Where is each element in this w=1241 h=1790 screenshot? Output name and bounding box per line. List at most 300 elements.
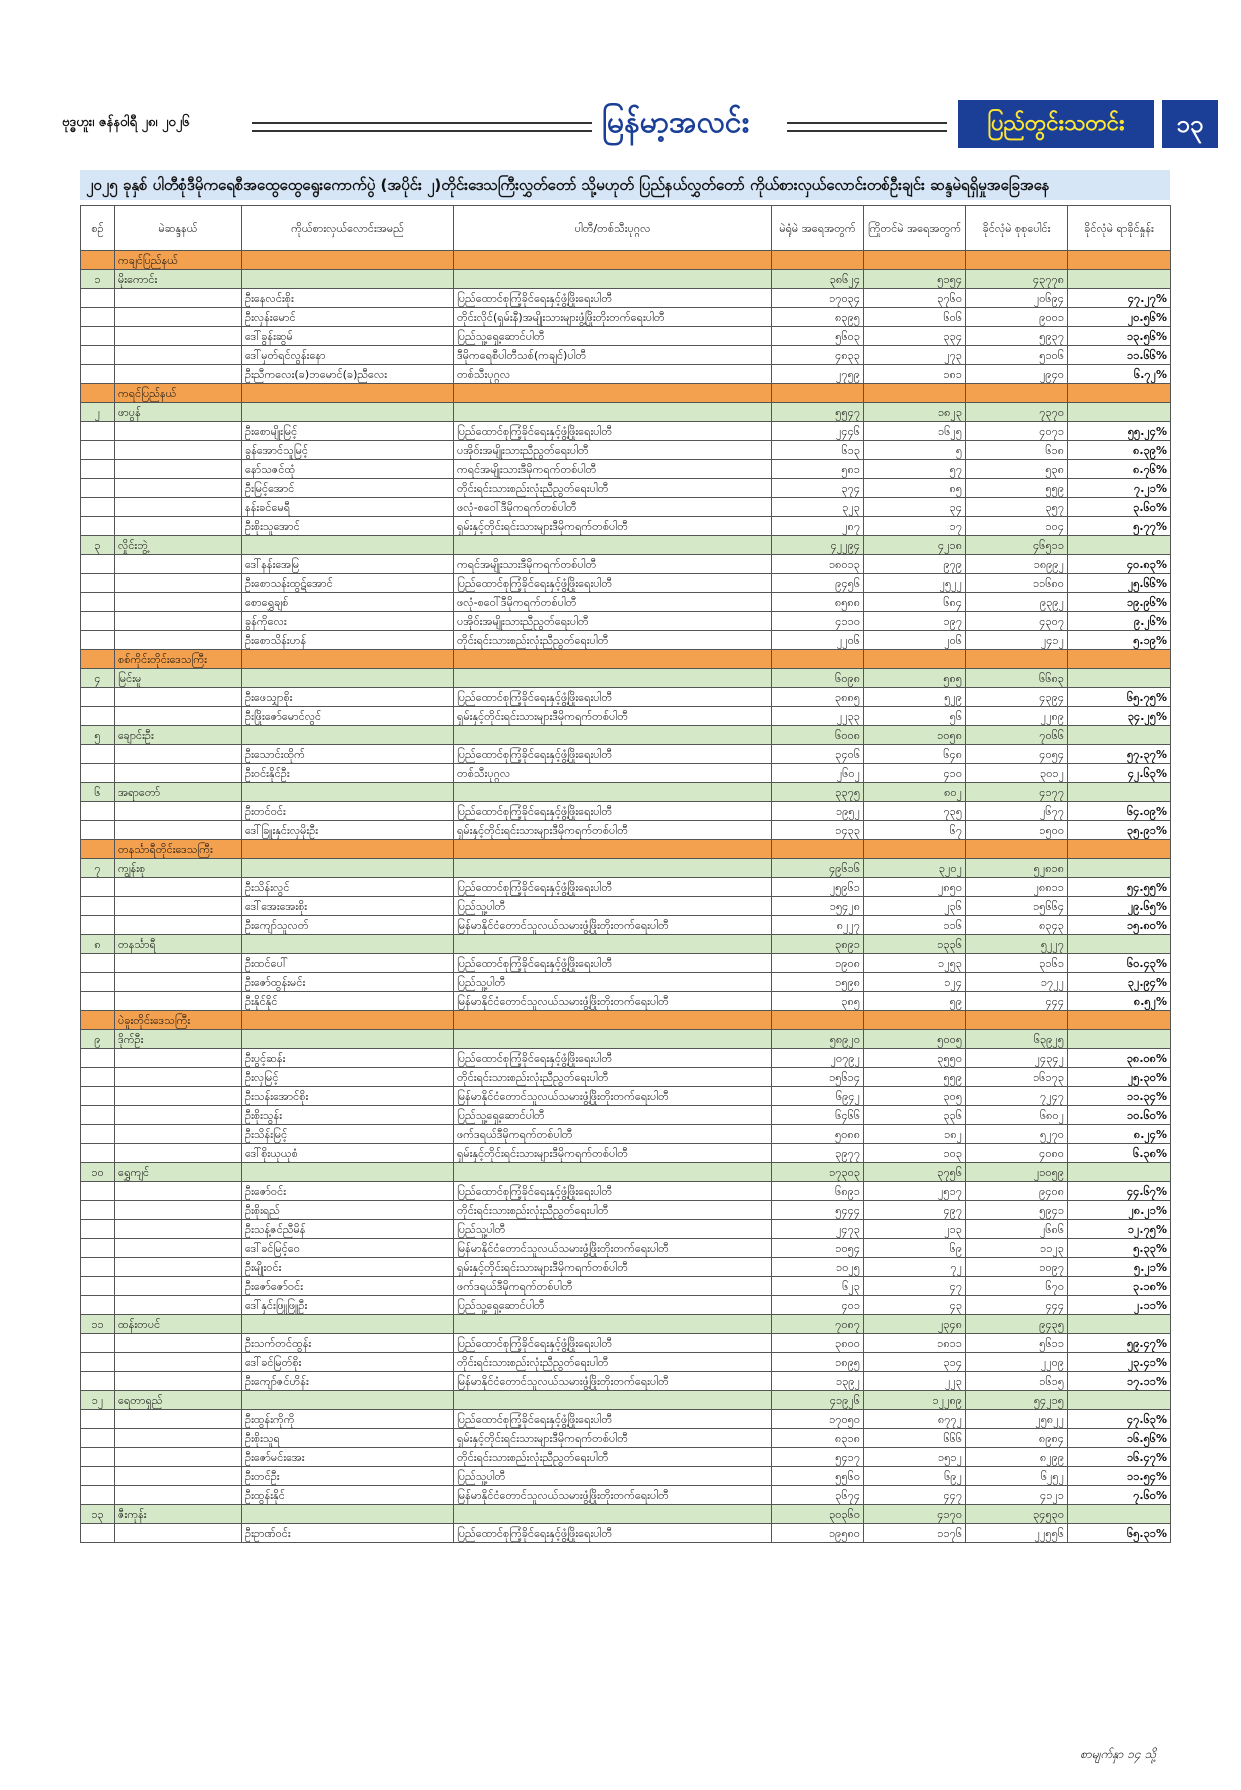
candidate-row [81,954,1171,973]
candidate-row [81,764,1171,783]
advance-votes: ၁၈၁ [864,365,966,384]
advance-votes: ၆၉ [864,1239,966,1258]
valid-percent: ၄၇.၆၃% [1068,1410,1171,1429]
party-name: တိုင်းရင်းသားစည်းလုံးညီညွတ်ရေးပါတီ [454,1201,772,1220]
cell-no [81,498,115,517]
advance-votes: ၅၂၉ [864,688,966,707]
candidate-row [81,289,1171,308]
cell-no [81,1296,115,1315]
advance-votes: ၃၃၄ [864,327,966,346]
cell-no [81,688,115,707]
valid-total: ၂၀၆၉၄ [966,289,1068,308]
constituency-row [81,1315,1171,1334]
constituency-row [81,1030,1171,1049]
cell-empty [115,1524,242,1543]
advance-votes: ၃၇၆၀ [864,289,966,308]
valid-percent: ၈.၃၉% [1068,441,1171,460]
candidate-row [81,1524,1171,1543]
table-header-row [81,206,1171,251]
party-name: ဖလုံ-စဝေါ်ဒီမိုကရက်တစ်ပါတီ [454,498,772,517]
party-name: ပြည်ထောင်စုကြံ့ခိုင်ရေးနှင့်ဖွံ့ဖြိုးရေးပါတီ [454,422,772,441]
party-name: ပြည်သူ့ရှေ့ဆောင်ပါတီ [454,327,772,346]
valid-percent: ၄၄.၆၇% [1068,1182,1171,1201]
cell-no: ၁၃ [81,1505,115,1524]
advance-votes: ၅၀၀၅ [864,1030,966,1049]
cell-empty [115,1239,242,1258]
party-name: ပြည်ထောင်စုကြံ့ခိုင်ရေးနှင့်ဖွံ့ဖြိုးရေးပါတီ [454,878,772,897]
polling-votes: ၂၄၇၃ [772,1220,864,1239]
cell-empty [115,1049,242,1068]
cell-no [81,289,115,308]
cell-no [81,384,115,403]
col-header-no: စဉ် [81,206,115,251]
cell-empty [115,555,242,574]
cell-no [81,555,115,574]
cell-empty [242,536,454,555]
valid-percent: ၆၅.၃၁% [1068,1524,1171,1543]
party-name: ပြည်ထောင်စုကြံ့ခိုင်ရေးနှင့်ဖွံ့ဖြိုးရေးပါတီ [454,954,772,973]
polling-votes: ၈၂၂၇ [772,916,864,935]
valid-percent: ၂၅.၃၀% [1068,1068,1171,1087]
advance-votes: ၂၃၄၈ [864,1315,966,1334]
valid-total: ၆၂၅၂ [966,1467,1068,1486]
valid-total: ၇၂၄၇ [966,1087,1068,1106]
polling-votes: ၅၄၁၇ [772,1448,864,1467]
col-header-constituency: မဲဆန္ဒနယ် [115,206,242,251]
polling-votes: ၆၈၉၁ [772,1182,864,1201]
valid-percent: ၂၃.၄၁% [1068,1353,1171,1372]
cell-empty [1068,840,1171,859]
cell-no [81,1334,115,1353]
cell-empty [115,460,242,479]
valid-total: ၁၀၉၇ [966,1258,1068,1277]
polling-votes: ၁၉၅၂ [772,802,864,821]
polling-votes: ၁၅၆၁၄ [772,1068,864,1087]
advance-votes: ၂၁၃ [864,1220,966,1239]
cell-empty [454,536,772,555]
cell-empty [242,1030,454,1049]
cell-empty [115,1182,242,1201]
advance-votes: ၂၃၆ [864,897,966,916]
cell-empty [115,1334,242,1353]
valid-total: ၂၆၈၆ [966,1220,1068,1239]
valid-total: ၄၄၄ [966,1296,1068,1315]
candidate-name: ဦးစောသိန်းဟန် [242,631,454,650]
candidate-name: ဦးထွန်းကိုကို [242,1410,454,1429]
valid-total: ၅၆၁၁ [966,1334,1068,1353]
valid-percent [1068,403,1171,422]
advance-votes: ၁၆၂၅ [864,422,966,441]
cell-no [81,1467,115,1486]
candidate-row [81,441,1171,460]
party-name: ဖလုံ-စဝေါ်ဒီမိုကရက်တစ်ပါတီ [454,593,772,612]
valid-percent: ၅.၁၉% [1068,631,1171,650]
cell-empty [242,384,454,403]
cell-empty [115,1296,242,1315]
valid-percent [1068,270,1171,289]
cell-empty [115,878,242,897]
constituency-name: ရေတာရှည် [115,1391,242,1410]
valid-total: ၉၄၀၈ [966,1182,1068,1201]
cell-empty [115,1467,242,1486]
advance-votes: ၄၃ [864,1296,966,1315]
valid-percent: ၁၆.၄၇% [1068,1448,1171,1467]
candidate-row [81,745,1171,764]
cell-no [81,460,115,479]
advance-votes: ၇၂ [864,1258,966,1277]
cell-empty [1068,1011,1171,1030]
valid-percent: ၁၂.၇၅% [1068,1220,1171,1239]
valid-total: ၅၉၄၁ [966,1201,1068,1220]
valid-percent: ၂၉.၆၅% [1068,897,1171,916]
candidate-row [81,1296,1171,1315]
cell-no [81,1277,115,1296]
header-rule-left [252,122,592,132]
candidate-name: ဦးဇော်ဇော်ဝင်း [242,1277,454,1296]
region-name: တနင်္သာရီတိုင်းဒေသကြီး [115,840,242,859]
valid-percent: ၁၁.၅၄% [1068,1467,1171,1486]
advance-votes: ၅၅၉ [864,1068,966,1087]
candidate-name: ဦးသိန်းမြင့် [242,1125,454,1144]
candidate-name: ဦးဝင်းနိုင်ဦး [242,764,454,783]
valid-total: ၈၉၈၄ [966,1429,1068,1448]
cell-empty [242,859,454,878]
valid-percent [1068,536,1171,555]
valid-percent: ၃၂.၉၄% [1068,973,1171,992]
valid-total: ၃၄၅၃၀ [966,1505,1068,1524]
cell-no: ၅ [81,726,115,745]
advance-votes: ၇၃၅ [864,802,966,821]
advance-votes: ၁၃၃၆ [864,935,966,954]
valid-total: ၅၉၃၇ [966,327,1068,346]
advance-votes: ၁၈၂ [864,1125,966,1144]
valid-percent: ၆.၃၈% [1068,1144,1171,1163]
advance-votes: ၆၉၂ [864,1467,966,1486]
polling-votes: ၁၀၅၄ [772,1239,864,1258]
cell-empty [242,1315,454,1334]
candidate-name: ဦးမျိုးဝင်း [242,1258,454,1277]
valid-percent: ၅၄.၅၅% [1068,878,1171,897]
party-name: ပြည်သူ့ပါတီ [454,897,772,916]
advance-votes: ၄၄၇ [864,1486,966,1505]
cell-empty [115,1448,242,1467]
cell-empty [966,251,1068,270]
valid-total: ၁၆၁၇၃ [966,1068,1068,1087]
cell-no [81,1372,115,1391]
party-name: တိုင်းရင်းသားစည်းလုံးညီညွတ်ရေးပါတီ [454,1353,772,1372]
polling-votes: ၁၅၄၂၈ [772,897,864,916]
valid-total: ၇၃၇၀ [966,403,1068,422]
col-header-party: ပါတီ/တစ်သီးပုဂ္ဂလ [454,206,772,251]
valid-total: ၅၂၈၁၈ [966,859,1068,878]
candidate-name: နန်းခင်မေရီ [242,498,454,517]
cell-no [81,517,115,536]
cell-empty [454,650,772,669]
cell-empty [454,859,772,878]
cell-empty [454,1011,772,1030]
party-name: ပြည်ထောင်စုကြံ့ခိုင်ရေးနှင့်ဖွံ့ဖြိုးရေးပါတီ [454,1410,772,1429]
polling-votes: ၅၀၈၈ [772,1125,864,1144]
polling-votes: ၃၆၇၄ [772,1486,864,1505]
polling-votes: ၂၈၇ [772,517,864,536]
valid-total: ၃၅၇ [966,498,1068,517]
cell-empty [242,251,454,270]
polling-votes: ၃၀၃၆၀ [772,1505,864,1524]
cell-empty [242,1391,454,1410]
valid-total: ၄၃၉၄ [966,688,1068,707]
valid-total: ၄၁၂၁ [966,1486,1068,1505]
advance-votes: ၂၀၆ [864,631,966,650]
candidate-row [81,1106,1171,1125]
cell-empty [454,403,772,422]
region-row [81,650,1171,669]
region-row [81,384,1171,403]
polling-votes: ၁၉၅၈၀ [772,1524,864,1543]
polling-votes: ၁၇၃၀၃ [772,1163,864,1182]
valid-total: ၉၀၀၁ [966,308,1068,327]
cell-empty [115,289,242,308]
party-name: ပြည်သူ့ရှေ့ဆောင်ပါတီ [454,1296,772,1315]
cell-no [81,1144,115,1163]
cell-no [81,1220,115,1239]
valid-percent: ၄၂.၆၃% [1068,764,1171,783]
cell-empty [454,935,772,954]
candidate-name: နော်သဇင်ထုံ [242,460,454,479]
cell-empty [115,745,242,764]
party-name: ပြည်ထောင်စုကြံ့ခိုင်ရေးနှင့်ဖွံ့ဖြိုးရေးပါတီ [454,688,772,707]
candidate-name: ဦးစိုးသူအောင် [242,517,454,536]
cell-empty [242,270,454,289]
cell-no [81,1258,115,1277]
party-name: တိုင်းရင်းသားစည်းလုံးညီညွတ်ရေးပါတီ [454,631,772,650]
cell-no [81,1068,115,1087]
advance-votes: ၈၇၇၂ [864,1410,966,1429]
advance-votes: ၁၈၂၃ [864,403,966,422]
valid-total: ၂၈၈၁၁ [966,878,1068,897]
cell-empty [772,251,864,270]
advance-votes: ၁၈၁၁ [864,1334,966,1353]
cell-no [81,631,115,650]
cell-empty [242,650,454,669]
advance-votes: ၁၁၆ [864,916,966,935]
candidate-row [81,1277,1171,1296]
candidate-name: ဦးလှန်းမောင် [242,308,454,327]
cell-empty [115,574,242,593]
constituency-name: ထန်းတပင် [115,1315,242,1334]
party-name: ဖက်ဒရယ်ဒီမိုကရက်တစ်ပါတီ [454,1277,772,1296]
advance-votes: ၅၆ [864,707,966,726]
valid-percent: ၁၃.၅၆% [1068,327,1171,346]
cell-no: ၁၂ [81,1391,115,1410]
advance-votes: ၃၂၀၂ [864,859,966,878]
valid-percent: ၆၄.၀၉% [1068,802,1171,821]
candidate-name: ဒေါ်ခွန်းဆွမ် [242,327,454,346]
valid-percent: ၃.၆၀% [1068,498,1171,517]
cell-empty [115,916,242,935]
header-rule-right [787,122,947,132]
cell-no [81,1353,115,1372]
polling-votes: ၈၃၁၈ [772,1429,864,1448]
valid-total: ၄၀၅၄ [966,745,1068,764]
candidate-name: ဦးကျော်ဇင်ဟိန်း [242,1372,454,1391]
cell-empty [864,1011,966,1030]
cell-empty [115,365,242,384]
polling-votes: ၁၈၀၁၃ [772,555,864,574]
candidate-name: ဦးထင်ပေါ် [242,954,454,973]
party-name: ပြည်သူ့ပါတီ [454,1220,772,1239]
party-name: ပြည်ထောင်စုကြံ့ခိုင်ရေးနှင့်ဖွံ့ဖြိုးရေးပါတီ [454,1334,772,1353]
cell-empty [454,1030,772,1049]
party-name: ရှမ်းနှင့်တိုင်းရင်းသားများဒီမိုကရက်တစ်ပါတီ [454,1429,772,1448]
polling-votes: ၁၉၀၈ [772,954,864,973]
constituency-row [81,1163,1171,1182]
region-name: စစ်ကိုင်းတိုင်းဒေသကြီး [115,650,242,669]
polling-votes: ၁၅၉၈ [772,973,864,992]
col-header-valid-percent: ခိုင်လုံမဲ ရာခိုင်နှုန်း [1068,206,1171,251]
advance-votes: ၅၈၅ [864,669,966,688]
party-name: မြန်မာနိုင်ငံတောင်သူလယ်သမားဖွံ့ဖြိုးတိုးတက်ရေးပါတီ [454,992,772,1011]
cell-empty [242,935,454,954]
polling-votes: ၅၈၁ [772,460,864,479]
valid-percent: ၈.၇၆% [1068,460,1171,479]
party-name: တိုင်းလိုင်(ရှမ်းနီ)အမျိုးသားများဖွံ့ဖြိုးတိုးတက်ရေးပါတီ [454,308,772,327]
candidate-name: ဒေါ်အေးအေးစိုး [242,897,454,916]
advance-votes: ၂၂၃ [864,1372,966,1391]
cell-no [81,1429,115,1448]
party-name: ပြည်ထောင်စုကြံ့ခိုင်ရေးနှင့်ဖွံ့ဖြိုးရေးပါတီ [454,802,772,821]
candidate-name: ဦးသိန်းလွင် [242,878,454,897]
constituency-name: ဇီးကုန်း [115,1505,242,1524]
candidate-row [81,1410,1171,1429]
cell-no: ၃ [81,536,115,555]
cell-empty [242,669,454,688]
valid-total: ၂၂၈၉ [966,707,1068,726]
constituency-row [81,1505,1171,1524]
cell-no [81,821,115,840]
constituency-name: မြင်းမူ [115,669,242,688]
advance-votes: ၁၂၄ [864,973,966,992]
polling-votes: ၃၉၇၇ [772,1144,864,1163]
cell-no: ၁၀ [81,1163,115,1182]
advance-votes: ၃၇၅၆ [864,1163,966,1182]
polling-votes: ၂၂၀၆ [772,631,864,650]
polling-votes: ၃၇၄ [772,479,864,498]
candidate-row [81,916,1171,935]
valid-percent [1068,1163,1171,1182]
cell-no [81,365,115,384]
valid-percent: ၁၁.၆၆% [1068,346,1171,365]
candidate-row [81,422,1171,441]
valid-percent: ၉.၂၆% [1068,612,1171,631]
polling-votes: ၂၀၇၉၂ [772,1049,864,1068]
cell-empty [864,384,966,403]
candidate-name: ဦးဥာဏ်ဝင်း [242,1524,454,1543]
candidate-name: ဦးစိုးသွန်း [242,1106,454,1125]
party-name: ပအိုဝ်းအမျိုးသားညီညွတ်ရေးပါတီ [454,441,772,460]
party-name: ရှမ်းနှင့်တိုင်းရင်းသားများဒီမိုကရက်တစ်ပါတီ [454,1144,772,1163]
cell-no: ၉ [81,1030,115,1049]
polling-votes: ၈၅၈၈ [772,593,864,612]
cell-empty [115,498,242,517]
valid-percent: ၄၀.၈၃% [1068,555,1171,574]
party-name: မြန်မာနိုင်ငံတောင်သူလယ်သမားဖွံ့ဖြိုးတိုးတက်ရေးပါတီ [454,1087,772,1106]
candidate-row [81,479,1171,498]
polling-votes: ၁၃၉၂ [772,1372,864,1391]
cell-empty [966,840,1068,859]
constituency-name: ဖာပွန် [115,403,242,422]
candidate-row [81,897,1171,916]
valid-percent: ၂၈.၂၁% [1068,1201,1171,1220]
cell-empty [115,308,242,327]
polling-votes: ၁၈၉၅ [772,1353,864,1372]
advance-votes: ၄၇ [864,1277,966,1296]
candidate-row [81,1486,1171,1505]
cell-empty [115,1353,242,1372]
cell-no [81,954,115,973]
cell-empty [115,1277,242,1296]
valid-percent: ၂၀.၅၆% [1068,308,1171,327]
advance-votes: ၄၁၀ [864,764,966,783]
candidate-name: ဦးတင်ဦး [242,1467,454,1486]
constituency-row [81,403,1171,422]
valid-percent: ၁၅.၈၀% [1068,916,1171,935]
cell-empty [115,1486,242,1505]
candidate-name: ဒေါ်မှတ်ရင်လွန်းနော [242,346,454,365]
cell-empty [454,251,772,270]
cell-empty [115,688,242,707]
candidate-row [81,555,1171,574]
polling-votes: ၃၃၇၅ [772,783,864,802]
valid-total: ၂၄၁၂ [966,631,1068,650]
polling-votes: ၃၂၃ [772,498,864,517]
cell-no [81,973,115,992]
candidate-name: စောရွှေချစ် [242,593,454,612]
party-name: တိုင်းရင်းသားစည်းလုံးညီညွတ်ရေးပါတီ [454,1448,772,1467]
advance-votes: ၂၈၅၀ [864,878,966,897]
valid-percent [1068,1315,1171,1334]
valid-percent [1068,1391,1171,1410]
constituency-row [81,783,1171,802]
region-row [81,1011,1171,1030]
cell-no: ၁ [81,270,115,289]
candidate-row [81,612,1171,631]
advance-votes: ၅၁၅၄ [864,270,966,289]
polling-votes: ၅၈၉၂၀ [772,1030,864,1049]
cell-no [81,650,115,669]
cell-no [81,1087,115,1106]
advance-votes: ၈၀၂ [864,783,966,802]
candidate-name: ဒေါ်နန်းအေမြ [242,555,454,574]
party-name: ပြည်သူ့ပါတီ [454,973,772,992]
cell-empty [454,669,772,688]
valid-percent [1068,1505,1171,1524]
advance-votes: ၆၄၈ [864,745,966,764]
candidate-row [81,517,1171,536]
cell-no [81,1125,115,1144]
region-row [81,840,1171,859]
party-name: ရှမ်းနှင့်တိုင်းရင်းသားများဒီမိုကရက်တစ်ပါတီ [454,1258,772,1277]
valid-total: ၅၂၇၀ [966,1125,1068,1144]
party-name: ရှမ်းနှင့်တိုင်းရင်းသားများဒီမိုကရက်တစ်ပါတီ [454,821,772,840]
polling-votes: ၃၈၆၂၄ [772,270,864,289]
valid-percent: ၇.၂၁% [1068,479,1171,498]
candidate-name: ဒေါ်ခင်မြတ်စိုး [242,1353,454,1372]
cell-no [81,1448,115,1467]
candidate-name: ဦးစောမျိုးမြင့် [242,422,454,441]
candidate-name: ဒေါ်နှင်းဖြူဖြူဦး [242,1296,454,1315]
advance-votes: ၄၂၁၈ [864,536,966,555]
advance-votes: ၁၀၃ [864,1144,966,1163]
